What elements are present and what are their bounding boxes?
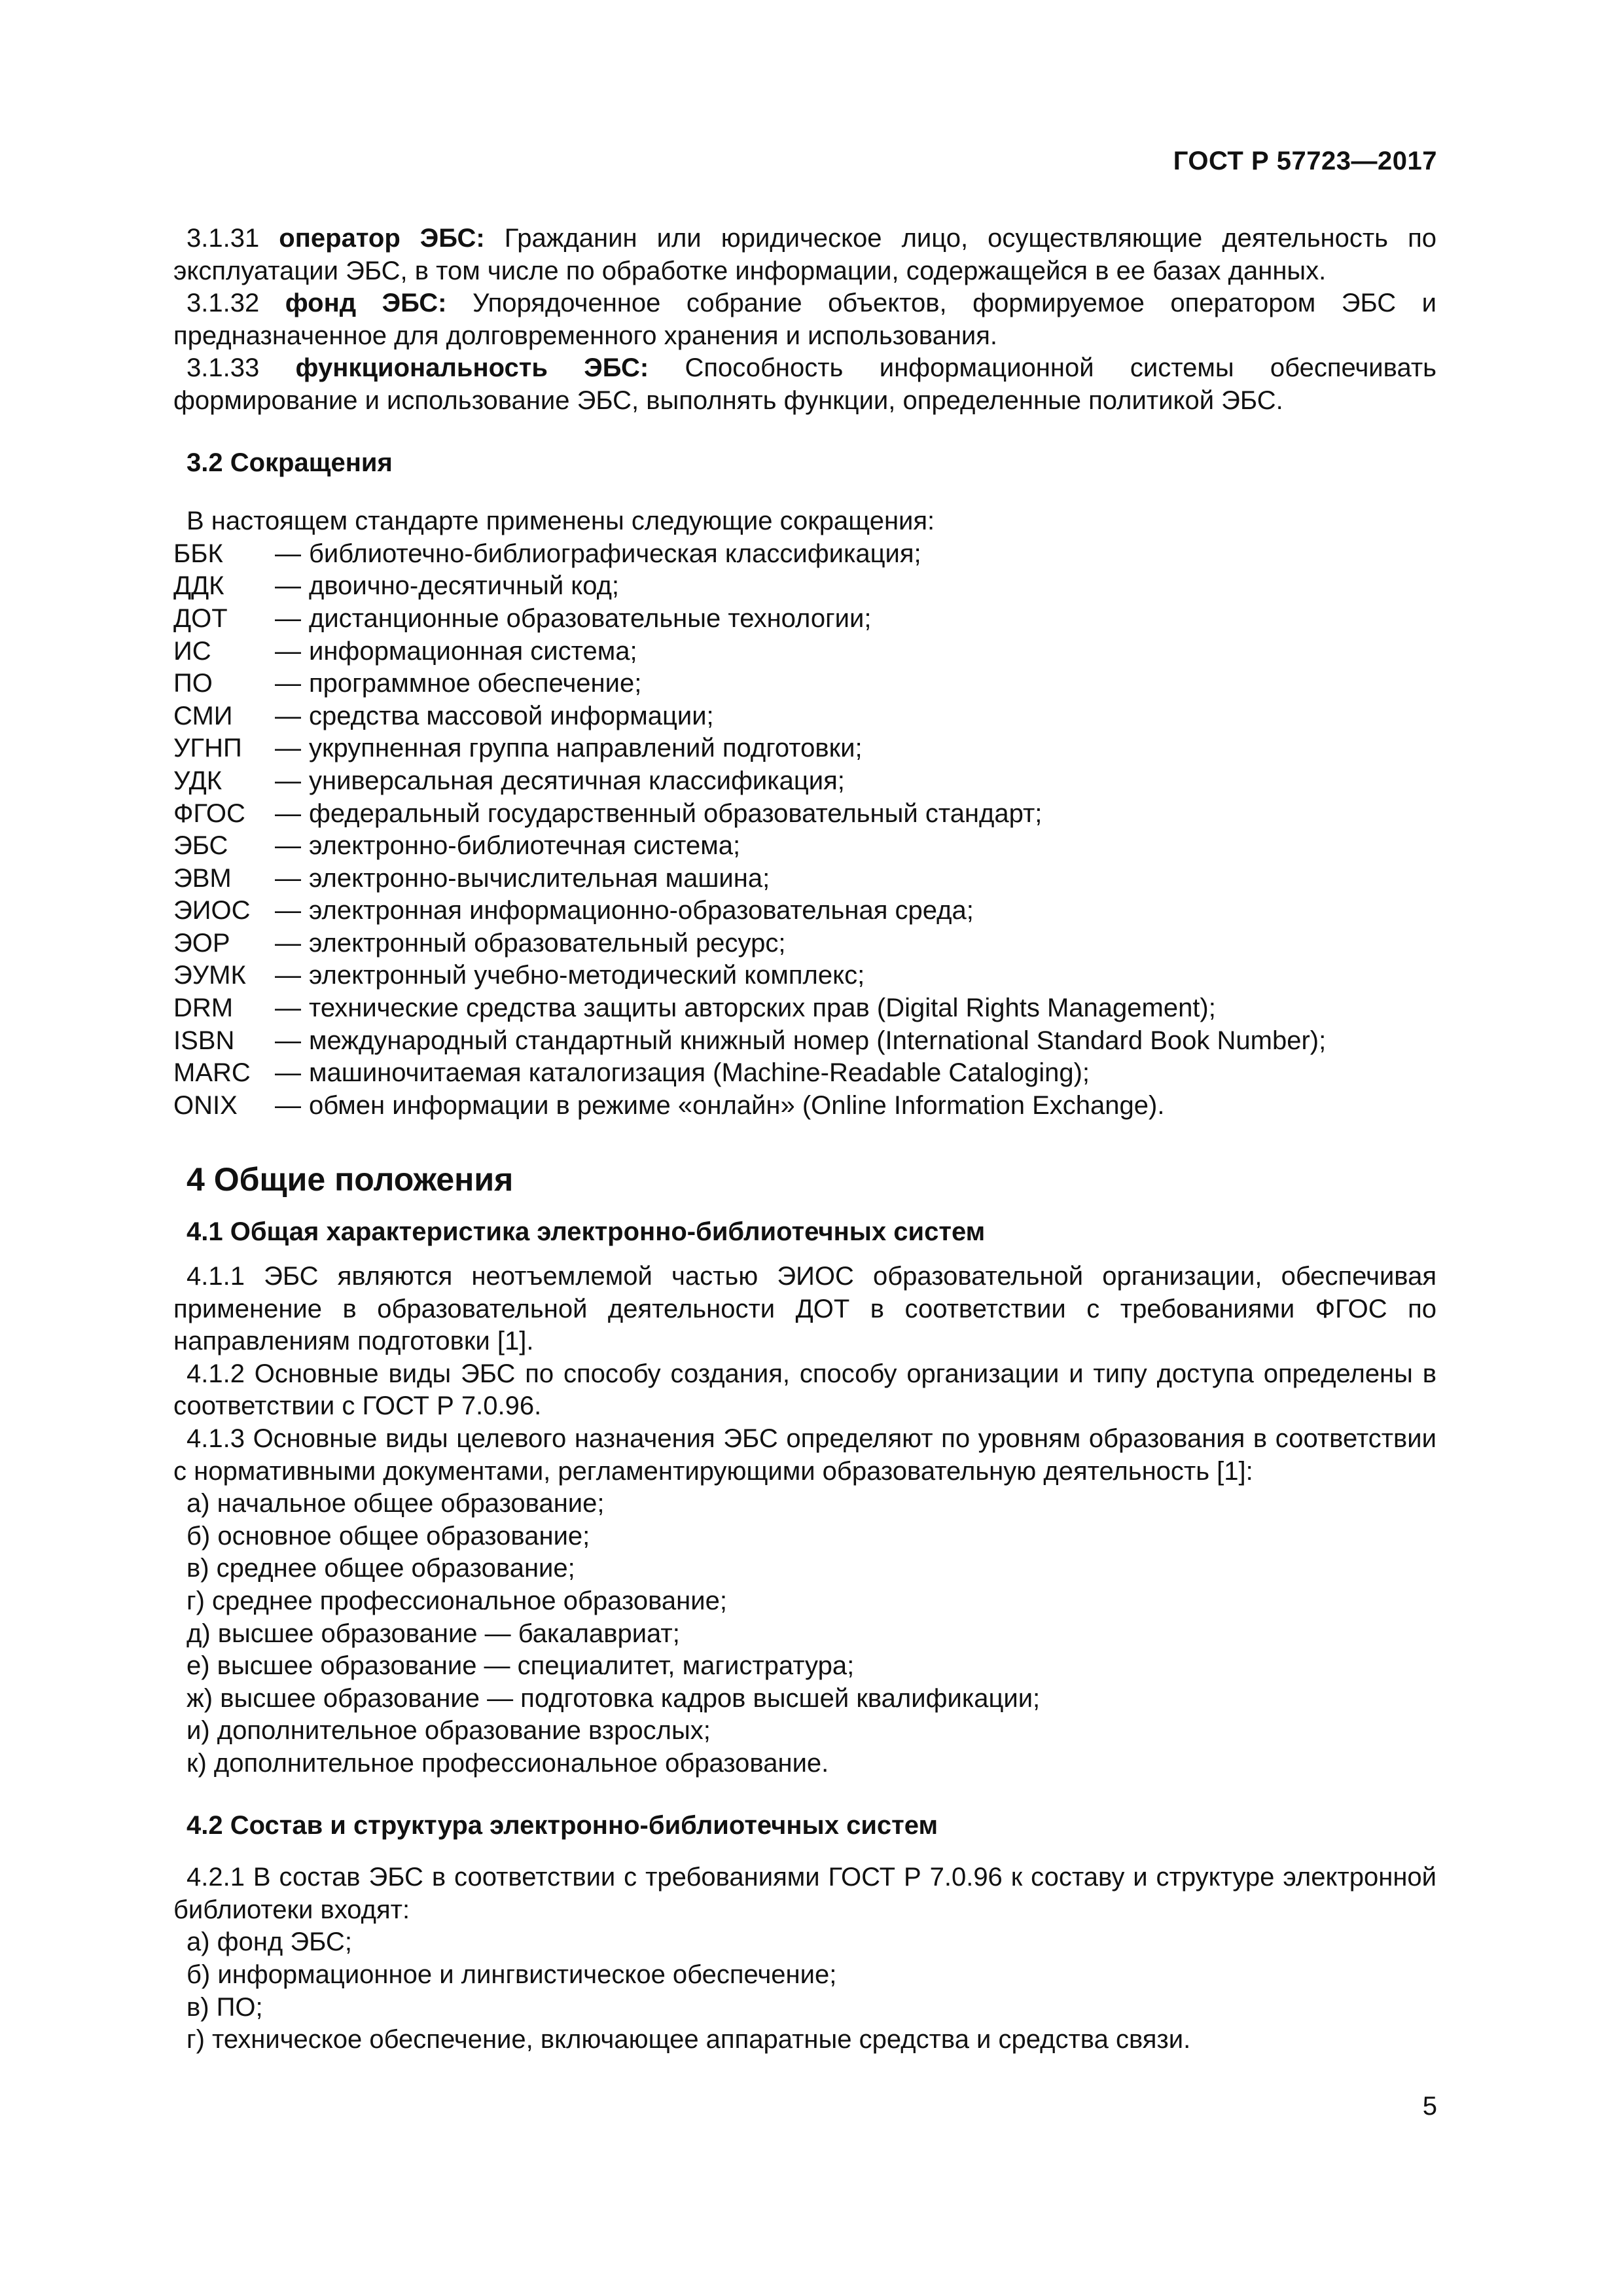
definition-3-1-32 <box>173 287 1436 352</box>
abbreviation-code: ПО <box>173 669 213 698</box>
abbreviation-meaning: средства массовой информации; <box>309 701 714 730</box>
abbreviations-heading: 3.2 Сокращения <box>187 448 393 477</box>
abbreviation-dash: — <box>275 831 301 861</box>
abbreviation-meaning: укрупненная группа направлений подготовки; <box>309 734 863 763</box>
abbreviation-meaning: дистанционные образовательные технологии; <box>309 603 872 633</box>
abbreviation-code: УДК <box>173 766 223 795</box>
abbreviation-row <box>173 960 1436 992</box>
abbreviation-code: УГНП <box>173 734 242 763</box>
abbreviation-dash: — <box>275 603 301 633</box>
abbreviation-row <box>173 1057 1436 1090</box>
abbreviation-meaning: электронный образовательный ресурс; <box>309 928 786 958</box>
abbreviation-meaning: программное обеспечение; <box>309 669 642 698</box>
abbreviation-code: ЭВМ <box>173 863 232 893</box>
definition-term: функциональность ЭБС: <box>295 353 649 383</box>
page-content <box>173 223 1436 2056</box>
abbreviation-code: ДОТ <box>173 603 228 633</box>
abbreviation-meaning: универсальная десятичная классификация; <box>309 766 845 795</box>
definition-text: Гражданин или юридическое лицо, осуществляющие деятельность по эксплуатации ЭБС, в том числе по обработке информации, содержащейся в ее базах данных. <box>173 224 1436 285</box>
definition-number: 3.1.33 <box>187 353 260 383</box>
abbreviation-row <box>173 668 1436 700</box>
abbreviation-code: СМИ <box>173 701 233 730</box>
abbreviation-dash: — <box>275 1058 301 1088</box>
list-item: а) фонд ЭБС; <box>187 1928 352 1957</box>
paragraph-4-1-2: 4.1.2 Основные виды ЭБС по способу создания, способу организации и типу доступа определены в соответствии с ГОСТ Р 7.0.96. <box>173 1359 1436 1421</box>
education-levels-list <box>173 1488 1436 1780</box>
list-item: а) начальное общее образование; <box>187 1489 605 1518</box>
abbreviation-meaning: электронная информационно-образовательная среда; <box>309 896 974 925</box>
list-item: б) информационное и лингвистическое обеспечение; <box>187 1960 837 1989</box>
abbreviation-dash: — <box>275 539 301 568</box>
definition-number: 3.1.31 <box>187 224 260 253</box>
abbreviation-row <box>173 732 1436 765</box>
abbreviation-row <box>173 830 1436 863</box>
abbreviation-row <box>173 1090 1436 1122</box>
abbreviation-code: ББК <box>173 539 223 568</box>
abbreviation-row <box>173 863 1436 895</box>
abbreviation-meaning: электронно-библиотечная система; <box>309 831 741 861</box>
definition-3-1-31 <box>173 223 1436 287</box>
section-4-heading: 4 Общие положения <box>187 1161 514 1198</box>
abbreviation-dash: — <box>275 571 301 601</box>
page-number: 5 <box>1422 2092 1437 2121</box>
paragraph-4-1-1: 4.1.1 ЭБС являются неотъемлемой частью ЭИОС образовательной организации, обеспечивая применение в образовательной деятельности ДОТ в соответствии с требованиями ФГОС по направлениям подготовки [1]. <box>173 1262 1436 1356</box>
abbreviation-row <box>173 895 1436 927</box>
abbreviation-code: ЭБС <box>173 831 228 861</box>
abbreviation-row <box>173 636 1436 668</box>
list-item: к) дополнительное профессиональное образование. <box>187 1748 829 1778</box>
list-item: б) основное общее образование; <box>187 1521 590 1551</box>
abbreviation-code: MARC <box>173 1058 251 1088</box>
definition-text: Упорядоченное собрание объектов, формируемое оператором ЭБС и предназначенное для долговременного хранения и использования. <box>173 289 1436 350</box>
abbreviation-dash: — <box>275 896 301 925</box>
abbreviation-meaning: электронный учебно-методический комплекс; <box>309 961 865 990</box>
abbreviation-dash: — <box>275 701 301 730</box>
definition-3-1-33 <box>173 352 1436 417</box>
abbreviation-row <box>173 765 1436 798</box>
abbreviation-meaning: федеральный государственный образовательный стандарт; <box>309 798 1043 828</box>
definition-number: 3.1.32 <box>187 289 260 318</box>
ebs-composition-list <box>173 1926 1436 2056</box>
abbreviation-dash: — <box>275 1090 301 1120</box>
abbreviation-dash: — <box>275 669 301 698</box>
section-4-2-heading: 4.2 Состав и структура электронно-библиотечных систем <box>187 1810 938 1840</box>
abbreviation-code: ЭОР <box>173 928 230 958</box>
abbreviation-dash: — <box>275 636 301 666</box>
abbreviation-code: ISBN <box>173 1026 235 1055</box>
abbreviation-dash: — <box>275 798 301 828</box>
document-code-header: ГОСТ Р 57723—2017 <box>1173 147 1437 175</box>
list-item: ж) высшее образование — подготовка кадров высшей квалификации; <box>187 1683 1041 1713</box>
abbreviation-code: DRM <box>173 994 234 1023</box>
abbreviation-code: ЭУМК <box>173 961 246 990</box>
abbreviation-dash: — <box>275 863 301 893</box>
definition-term: оператор ЭБС: <box>279 224 485 253</box>
abbreviation-meaning: машиночитаемая каталогизация (Machine-Readable Cataloging); <box>309 1058 1090 1088</box>
section-4-1-heading: 4.1 Общая характеристика электронно-библиотечных систем <box>187 1217 986 1247</box>
abbreviation-dash: — <box>275 734 301 763</box>
abbreviation-meaning: информационная система; <box>309 636 637 666</box>
abbreviation-dash: — <box>275 1026 301 1055</box>
definition-text: Способность информационной системы обеспечивать формирование и использование ЭБС, выполнять функции, определенные политикой ЭБС. <box>173 353 1436 415</box>
list-item: г) техническое обеспечение, включающее аппаратные средства и средства связи. <box>187 2025 1191 2054</box>
abbreviation-list <box>173 538 1436 1122</box>
abbreviation-meaning: технические средства защиты авторских прав (Digital Rights Management); <box>309 994 1216 1023</box>
abbreviation-code: ДДК <box>173 571 224 601</box>
list-item: г) среднее профессиональное образование; <box>187 1586 727 1615</box>
abbreviation-row <box>173 538 1436 571</box>
list-item: в) среднее общее образование; <box>187 1554 575 1583</box>
abbreviation-dash: — <box>275 961 301 990</box>
abbreviation-row <box>173 927 1436 960</box>
abbreviation-row <box>173 992 1436 1025</box>
abbreviation-meaning: международный стандартный книжный номер (International Standard Book Number); <box>309 1026 1327 1055</box>
abbreviation-row <box>173 700 1436 733</box>
abbreviation-meaning: двоично-десятичный код; <box>309 571 620 601</box>
abbreviation-row <box>173 798 1436 831</box>
abbreviation-row <box>173 1025 1436 1058</box>
abbreviation-dash: — <box>275 766 301 795</box>
abbreviation-code: ONIX <box>173 1090 238 1120</box>
abbreviation-code: ИС <box>173 636 211 666</box>
list-item: в) ПО; <box>187 1992 263 2022</box>
abbreviation-code: ЭИОС <box>173 896 251 925</box>
definition-term: фонд ЭБС: <box>285 289 447 318</box>
abbreviation-row <box>173 570 1436 603</box>
list-item: е) высшее образование — специалитет, магистратура; <box>187 1651 855 1681</box>
abbreviation-dash: — <box>275 994 301 1023</box>
abbreviations-intro: В настоящем стандарте применены следующие сокращения: <box>187 507 935 536</box>
list-item: д) высшее образование — бакалавриат; <box>187 1619 680 1648</box>
abbreviation-row <box>173 603 1436 636</box>
abbreviation-meaning: электронно-вычислительная машина; <box>309 863 770 893</box>
paragraph-4-1-3: 4.1.3 Основные виды целевого назначения ЭБС определяют по уровням образования в соответствии с нормативными документами, регламентирующими образовательную деятельность [1]: <box>173 1424 1436 1486</box>
abbreviation-code: ФГОС <box>173 798 245 828</box>
list-item: и) дополнительное образование взрослых; <box>187 1716 711 1746</box>
abbreviation-dash: — <box>275 928 301 958</box>
abbreviation-meaning: обмен информации в режиме «онлайн» (Online Information Exchange). <box>309 1090 1165 1120</box>
abbreviation-meaning: библиотечно-библиографическая классификация; <box>309 539 921 568</box>
paragraph-4-2-1: 4.2.1 В состав ЭБС в соответствии с требованиями ГОСТ Р 7.0.96 к составу и структуре электронной библиотеки входят: <box>173 1863 1436 1924</box>
